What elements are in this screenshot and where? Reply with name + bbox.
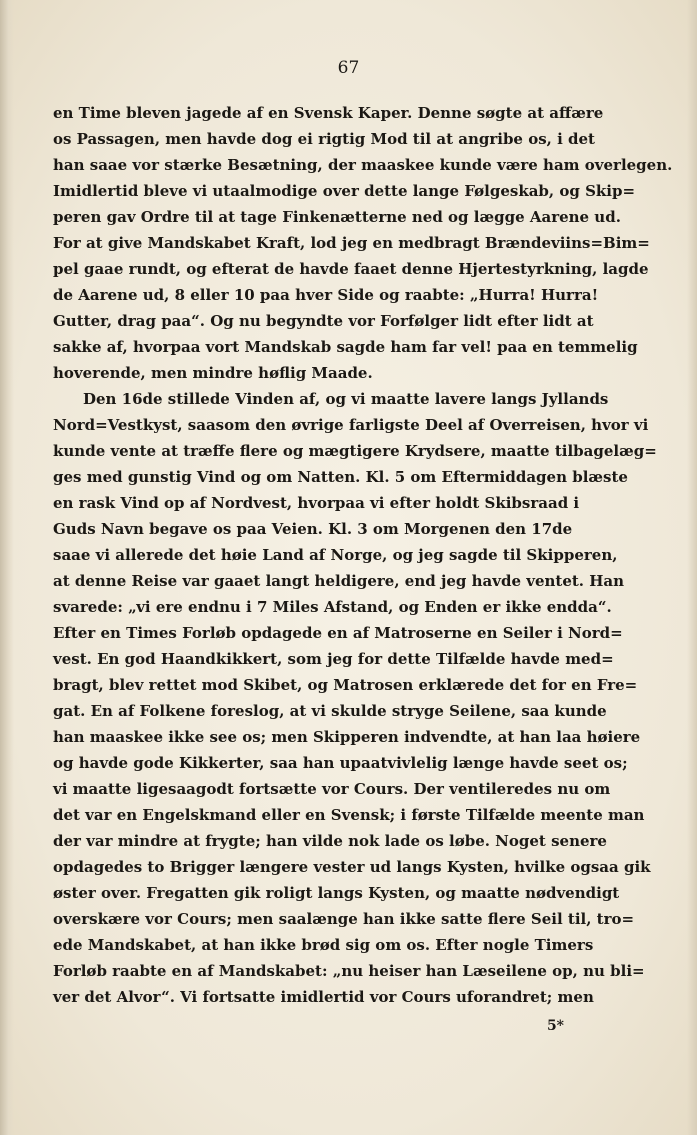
text-line: Gutter, drag paa“. Og nu begyndte vor Forfølger lidt efter lidt at [53,312,594,330]
text-line: han maaskee ikke see os; men Skipperen indvendte, at han laa høiere [53,728,641,746]
text-line: ges med gunstig Vind og om Natten. Kl. 5 om Eftermiddagen blæste [53,468,628,486]
text-line: ede Mandskabet, at han ikke brød sig om os. Efter nogle Timers [53,936,594,954]
text-line: de Aarene ud, 8 eller 10 paa hver Side og raabte: „Hurra! Hurra! [53,286,599,304]
text-line: Nord=Vestkyst, saasom den øvrige farligste Deel af Overreisen, hvor vi [53,416,649,434]
text-line: bragt, blev rettet mod Skibet, og Matrosen erklærede det for en Fre= [53,676,638,694]
text-line: vest. En god Haandkikkert, som jeg for dette Tilfælde havde med= [53,650,614,668]
text-line: opdagedes to Brigger længere vester ud langs Kysten, hvilke ogsaa gik [53,858,651,876]
text-line: ver det Alvor“. Vi fortsatte imidlertid vor Cours uforandret; men [53,988,594,1006]
text-line: han saae vor stærke Besætning, der maaskee kunde være ham overlegen. [53,156,673,174]
body-text [53,100,673,1010]
page-edge-shadow-right [687,0,697,1135]
text-line: Forløb raabte en af Mandskabet: „nu heiser han Læseilene op, nu bli= [53,962,645,980]
text-line: Efter en Times Forløb opdagede en af Matroserne en Seiler i Nord= [53,624,623,642]
text-line: svarede: „vi ere endnu i 7 Miles Afstand, og Enden er ikke endda“. [53,598,612,616]
text-line: For at give Mandskabet Kraft, lod jeg en medbragt Brændeviins=Bim= [53,234,650,252]
text-line: en rask Vind op af Nordvest, hvorpaa vi efter holdt Skibsraad i [53,494,580,512]
text-line: vi maatte ligesaagodt fortsætte vor Cours. Der ventileredes nu om [53,780,611,798]
text-line: gat. En af Folkene foreslog, at vi skulde stryge Seilene, saa kunde [53,702,607,720]
text-line: overskære vor Cours; men saalænge han ikke satte flere Seil til, tro= [53,910,635,928]
text-line: Imidlertid bleve vi utaalmodige over dette lange Følgeskab, og Skip= [53,182,636,200]
text-line-paragraph-start: Den 16de stillede Vinden af, og vi maatte lavere langs Jyllands [83,390,609,408]
text-line: en Time bleven jagede af en Svensk Kaper. Denne søgte at affære [53,104,604,122]
text-line-paragraph-end: hoverende, men mindre høflig Maade. [53,364,373,382]
text-line: sakke af, hvorpaa vort Mandskab sagde ham far vel! paa en temmelig [53,338,638,356]
text-line: det var en Engelskmand eller en Svensk; i første Tilfælde meente man [53,806,645,824]
text-line: og havde gode Kikkerter, saa han upaatvivlelig længe havde seet os; [53,754,628,772]
text-line: peren gav Ordre til at tage Finkenætterne ned og lægge Aarene ud. [53,208,621,226]
text-line: os Passagen, men havde dog ei rigtig Mod til at angribe os, i det [53,130,595,148]
signature-mark: 5* [546,1018,564,1034]
text-line: saae vi allerede det høie Land af Norge, og jeg sagde til Skipperen, [53,546,618,564]
text-line: Guds Navn begave os paa Veien. Kl. 3 om Morgenen den 17de [53,520,573,538]
text-line: kunde vente at træffe flere og mægtigere Krydsere, maatte tilbagelæg= [53,442,657,460]
text-line: øster over. Fregatten gik roligt langs Kysten, og maatte nødvendigt [53,884,620,902]
page-number: 67 [337,58,360,78]
text-line: pel gaae rundt, og efterat de havde faaet denne Hjertestyrkning, lagde [53,260,649,278]
page-edge-shadow-left [0,0,14,1135]
text-line: at denne Reise var gaaet langt heldigere, end jeg havde ventet. Han [53,572,625,590]
text-line: der var mindre at frygte; han vilde nok lade os løbe. Noget senere [53,832,607,850]
